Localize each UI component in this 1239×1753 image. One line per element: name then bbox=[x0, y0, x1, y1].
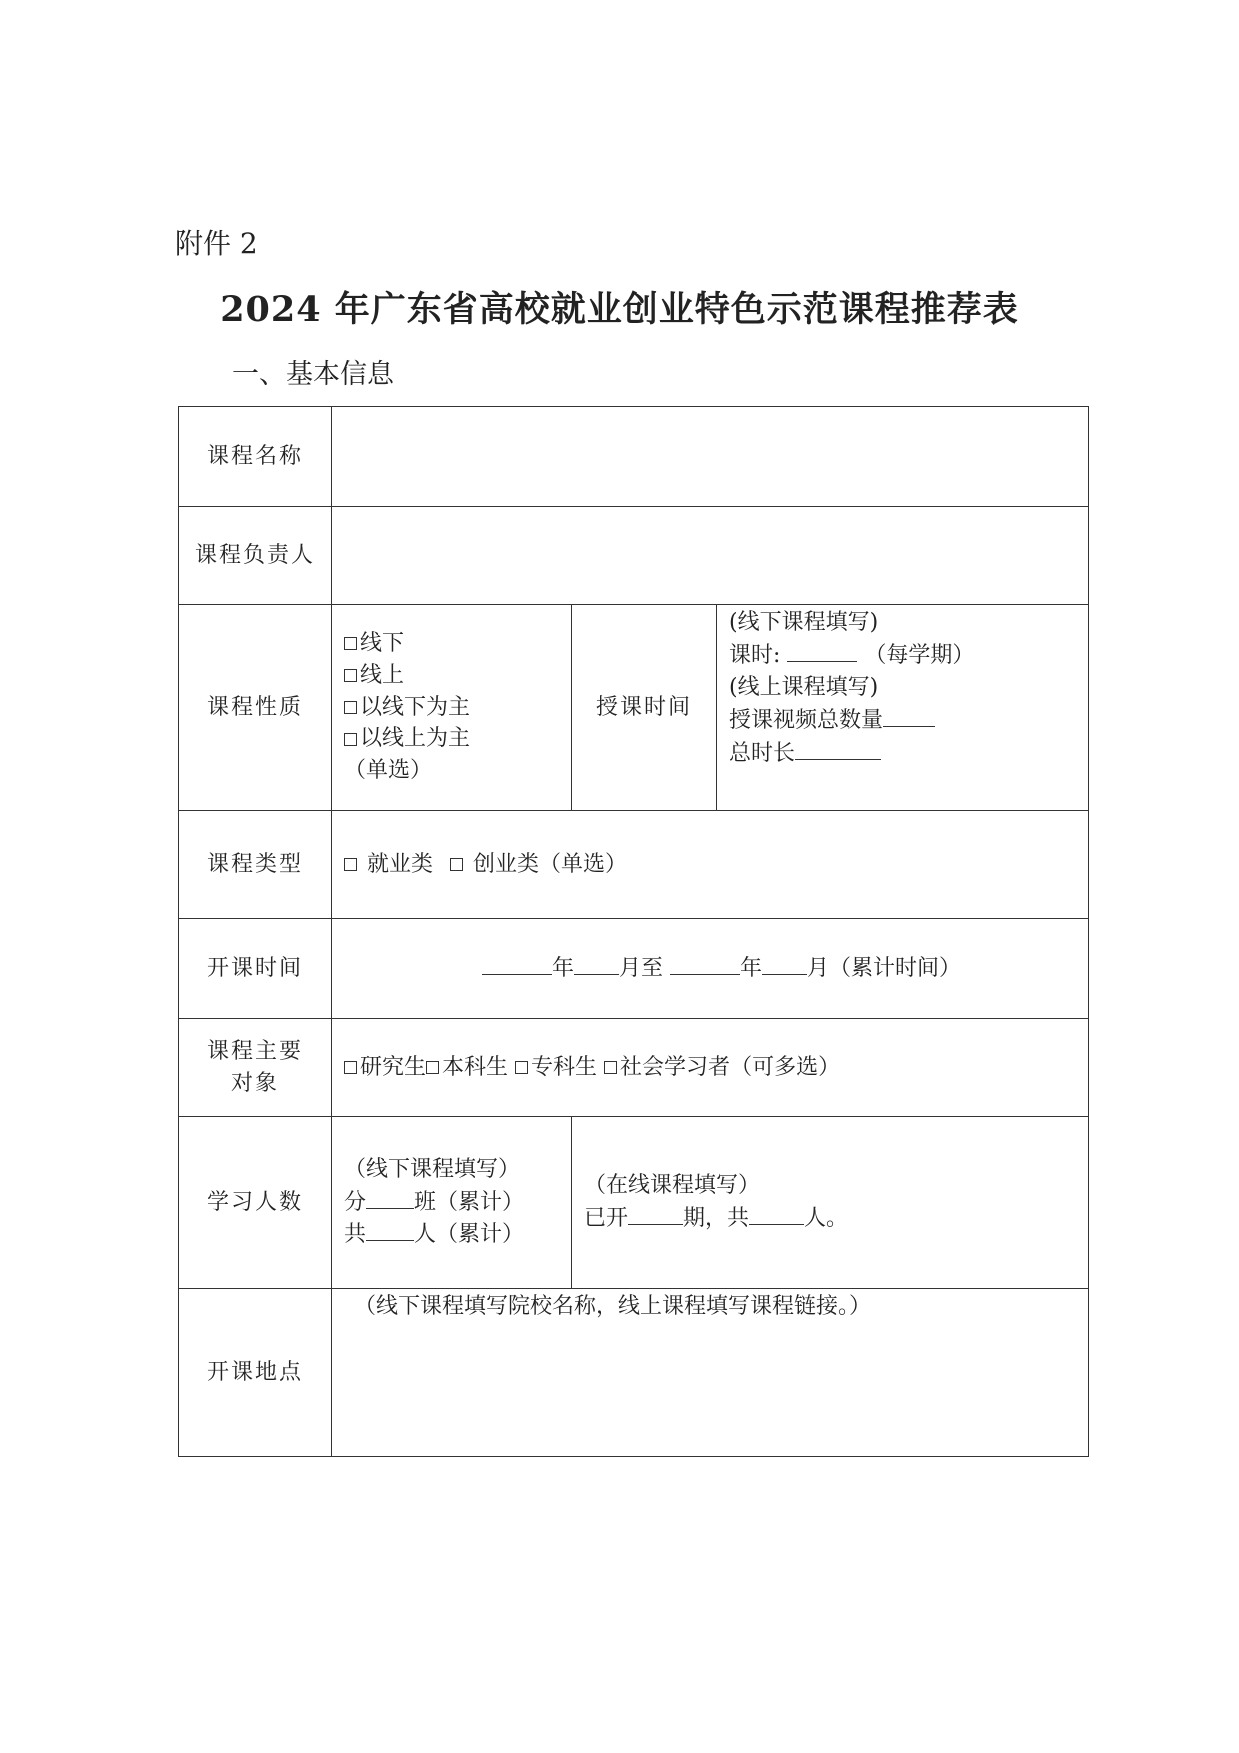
start-time-content: 年 月至 年 月（累计时间） bbox=[332, 919, 1089, 1019]
course-type-options bbox=[332, 811, 1089, 919]
learners-online bbox=[572, 1117, 1089, 1289]
checkbox-icon[interactable] bbox=[604, 1061, 617, 1074]
form-title: 2024 年广东省高校就业创业特色示范课程推荐表 bbox=[220, 289, 1019, 330]
course-lead-field[interactable] bbox=[332, 507, 1089, 605]
teach-time-label: 授课时间 bbox=[572, 605, 717, 811]
section-heading: 一、基本信息 bbox=[232, 359, 394, 390]
classes-line: 分 班（累计） bbox=[344, 1186, 571, 1219]
type-single-choice-note: （单选） bbox=[539, 851, 628, 877]
row-course-name bbox=[179, 407, 1089, 507]
teach-time-offline-note: (线下课程填写) bbox=[729, 610, 879, 635]
teach-time-online-note: (线上课程填写) bbox=[729, 674, 879, 700]
checkbox-icon[interactable] bbox=[344, 637, 357, 650]
start-year-blank[interactable] bbox=[482, 952, 552, 975]
total-duration-blank[interactable] bbox=[795, 737, 881, 760]
course-type-label: 课程类型 bbox=[179, 811, 332, 919]
video-count-line: 授课视频总数量 bbox=[729, 704, 1088, 737]
location-label: 开课地点 bbox=[179, 1289, 332, 1457]
end-month-blank[interactable] bbox=[762, 952, 807, 975]
video-count-blank[interactable] bbox=[883, 704, 935, 727]
sessions-count-blank[interactable] bbox=[628, 1202, 683, 1225]
row-course-type bbox=[179, 811, 1089, 919]
course-name-field[interactable] bbox=[332, 407, 1089, 507]
classes-count-blank[interactable] bbox=[366, 1186, 414, 1209]
course-nature-label: 课程性质 bbox=[179, 605, 332, 811]
checkbox-icon[interactable] bbox=[344, 858, 357, 871]
row-location bbox=[179, 1289, 1089, 1457]
checkbox-icon[interactable] bbox=[344, 669, 357, 682]
course-lead-label: 课程负责人 bbox=[179, 507, 332, 605]
type-option-employment[interactable]: 就业类 bbox=[367, 851, 434, 877]
audience-option-graduate[interactable]: 研究生 bbox=[360, 1054, 427, 1080]
checkbox-icon[interactable] bbox=[344, 733, 357, 746]
end-year-blank[interactable] bbox=[670, 952, 740, 975]
nature-option-mainly-offline[interactable]: 以线下为主 bbox=[344, 692, 571, 724]
audience-option-junior-college[interactable]: 专科生 bbox=[531, 1054, 598, 1080]
learners-label: 学习人数 bbox=[179, 1117, 332, 1289]
learners-online-note: （在线课程填写） bbox=[584, 1173, 761, 1199]
audience-label: 课程主要 对象 bbox=[179, 1019, 332, 1117]
row-audience bbox=[179, 1019, 1089, 1117]
nature-option-online[interactable]: 线上 bbox=[344, 660, 571, 692]
basic-info-table bbox=[178, 406, 1089, 1457]
location-note: （线下课程填写院校名称，线上课程填写课程链接。） bbox=[354, 1294, 872, 1319]
nature-option-mainly-online[interactable]: 以线上为主 bbox=[344, 723, 571, 755]
learners-offline bbox=[332, 1117, 572, 1289]
checkbox-icon[interactable] bbox=[450, 858, 463, 871]
audience-option-undergraduate[interactable]: 本科生 bbox=[442, 1054, 509, 1080]
row-course-lead bbox=[179, 507, 1089, 605]
teach-hours-blank[interactable] bbox=[787, 639, 857, 662]
course-name-label: 课程名称 bbox=[179, 407, 332, 507]
online-people-blank[interactable] bbox=[749, 1202, 804, 1225]
start-month-blank[interactable] bbox=[574, 952, 619, 975]
audience-multi-choice-note: （可多选） bbox=[730, 1054, 841, 1080]
teach-hours-line: 课时: （每学期） bbox=[729, 639, 1088, 672]
teach-time-content bbox=[717, 605, 1089, 811]
audience-option-social-learner[interactable]: 社会学习者 bbox=[620, 1054, 731, 1080]
checkbox-icon[interactable] bbox=[426, 1061, 439, 1074]
row-learners bbox=[179, 1117, 1089, 1289]
location-field[interactable] bbox=[332, 1289, 1089, 1457]
course-nature-options bbox=[332, 605, 572, 811]
people-count-blank[interactable] bbox=[366, 1218, 414, 1241]
type-option-entrepreneurship[interactable]: 创业类 bbox=[473, 851, 540, 877]
total-duration-line: 总时长 bbox=[729, 737, 1088, 770]
people-line: 共 人（累计） bbox=[344, 1218, 571, 1251]
audience-options bbox=[332, 1019, 1089, 1117]
checkbox-icon[interactable] bbox=[344, 1061, 357, 1074]
nature-option-offline[interactable]: 线下 bbox=[344, 628, 571, 660]
learners-offline-note: （线下课程填写） bbox=[344, 1156, 521, 1182]
nature-single-choice-note: （单选） bbox=[344, 758, 433, 784]
row-course-nature bbox=[179, 605, 1089, 811]
attachment-label: 附件 2 bbox=[175, 227, 258, 260]
row-start-time bbox=[179, 919, 1089, 1019]
start-time-label: 开课时间 bbox=[179, 919, 332, 1019]
online-sessions-line: 已开 期，共 人。 bbox=[584, 1202, 1088, 1235]
checkbox-icon[interactable] bbox=[344, 701, 357, 714]
checkbox-icon[interactable] bbox=[515, 1061, 528, 1074]
